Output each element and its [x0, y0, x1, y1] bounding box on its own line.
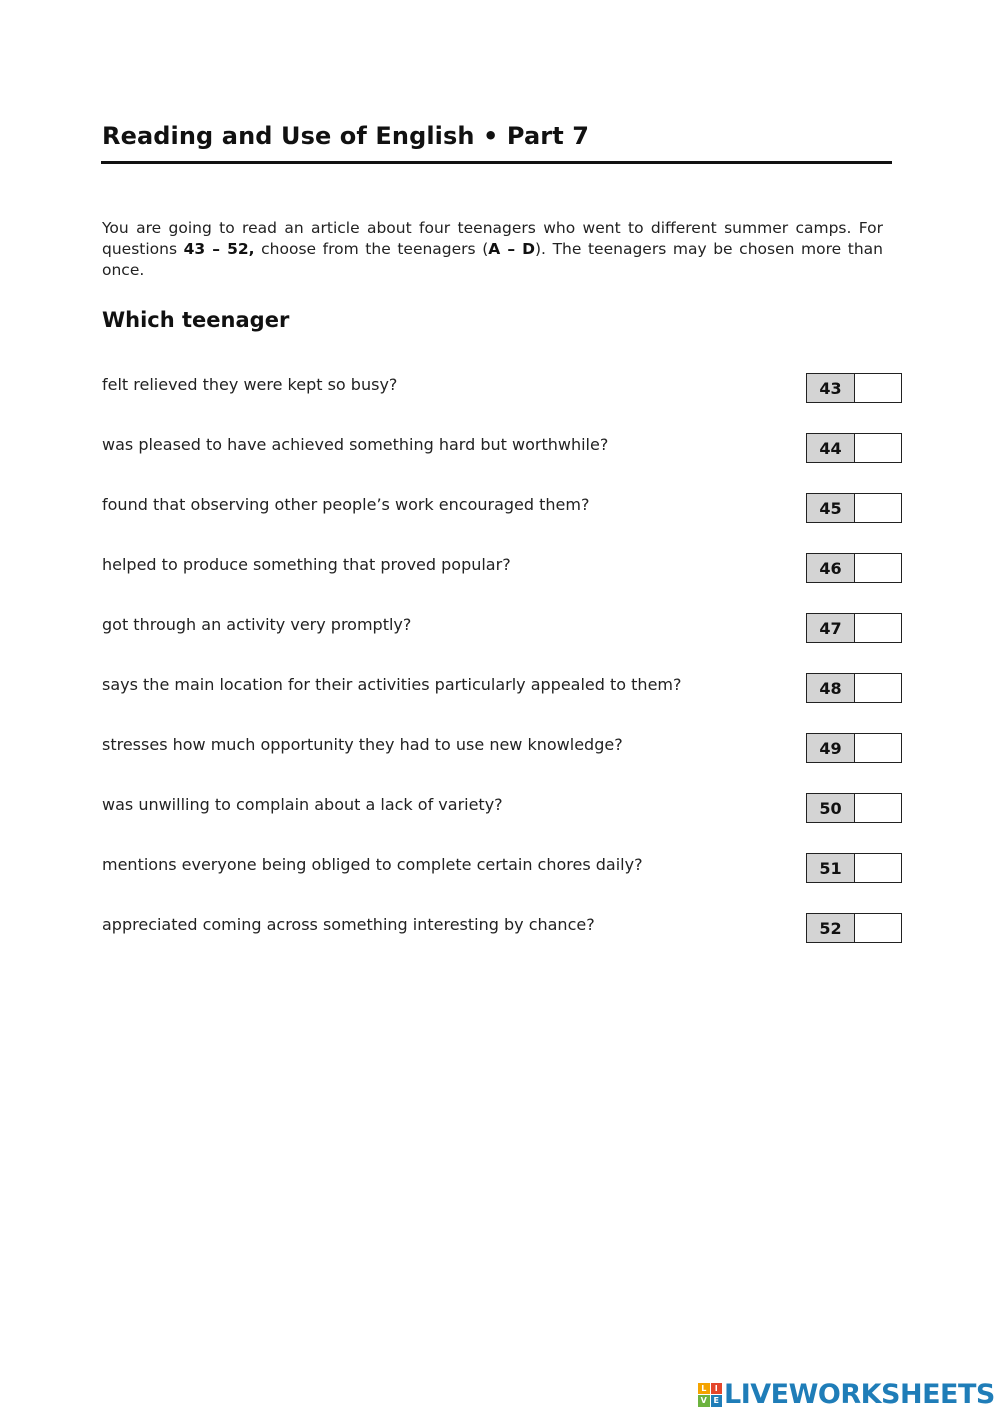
answer-box	[806, 373, 902, 403]
answer-box	[806, 553, 902, 583]
answer-field[interactable]	[855, 614, 901, 642]
question-text: found that observing other people’s work encouraged them?	[102, 495, 590, 514]
liveworksheets-brand	[698, 1379, 995, 1410]
question-range: 43 – 52,	[183, 240, 255, 258]
question-row	[0, 553, 1000, 587]
page-title: Reading and Use of English • Part 7	[102, 122, 590, 150]
question-text: was unwilling to complain about a lack of variety?	[102, 795, 503, 814]
instructions-text-3: ). The teenagers may be chosen more than once.	[102, 240, 884, 279]
title-divider	[101, 161, 892, 164]
answer-field[interactable]	[855, 554, 901, 582]
answer-box	[806, 853, 902, 883]
question-row	[0, 373, 1000, 407]
question-number: 46	[807, 554, 855, 582]
answer-field[interactable]	[855, 674, 901, 702]
logo-letter: V	[698, 1395, 710, 1407]
logo-letter: L	[698, 1383, 710, 1395]
question-row	[0, 733, 1000, 767]
question-number: 47	[807, 614, 855, 642]
answer-field[interactable]	[855, 434, 901, 462]
answer-box	[806, 613, 902, 643]
question-row	[0, 613, 1000, 647]
answer-box	[806, 493, 902, 523]
answer-field[interactable]	[855, 494, 901, 522]
answer-field[interactable]	[855, 854, 901, 882]
answer-box	[806, 733, 902, 763]
answer-box	[806, 913, 902, 943]
question-number: 52	[807, 914, 855, 942]
question-text: helped to produce something that proved popular?	[102, 555, 511, 574]
question-text: stresses how much opportunity they had to use new knowledge?	[102, 735, 623, 754]
answer-box	[806, 433, 902, 463]
question-row	[0, 853, 1000, 887]
question-row	[0, 493, 1000, 527]
answer-box	[806, 673, 902, 703]
question-row	[0, 673, 1000, 707]
answer-box	[806, 793, 902, 823]
section-heading: Which teenager	[102, 308, 290, 332]
question-row	[0, 433, 1000, 467]
instructions-text-2: choose from the teenagers (	[254, 240, 489, 258]
liveworksheets-logo-icon	[698, 1383, 722, 1407]
question-row	[0, 913, 1000, 947]
logo-letter: E	[711, 1395, 723, 1407]
question-text: felt relieved they were kept so busy?	[102, 375, 398, 394]
question-text: says the main location for their activities particularly appealed to them?	[102, 675, 682, 694]
question-number: 51	[807, 854, 855, 882]
instructions	[102, 218, 883, 281]
question-text: mentions everyone being obliged to complete certain chores daily?	[102, 855, 643, 874]
question-text: got through an activity very promptly?	[102, 615, 412, 634]
question-number: 49	[807, 734, 855, 762]
option-range: A – D	[488, 240, 535, 258]
question-number: 50	[807, 794, 855, 822]
question-text: appreciated coming across something interesting by chance?	[102, 915, 595, 934]
brand-wordmark: LIVEWORKSHEETS	[724, 1379, 995, 1410]
question-text: was pleased to have achieved something hard but worthwhile?	[102, 435, 609, 454]
answer-field[interactable]	[855, 374, 901, 402]
answer-field[interactable]	[855, 794, 901, 822]
answer-field[interactable]	[855, 914, 901, 942]
answer-field[interactable]	[855, 734, 901, 762]
question-number: 43	[807, 374, 855, 402]
question-number: 45	[807, 494, 855, 522]
instructions-text-1: You are going to read an article about four teenagers who went to different summer camps. For questions	[102, 219, 883, 258]
question-number: 44	[807, 434, 855, 462]
question-number: 48	[807, 674, 855, 702]
logo-letter: I	[711, 1383, 723, 1395]
question-row	[0, 793, 1000, 827]
